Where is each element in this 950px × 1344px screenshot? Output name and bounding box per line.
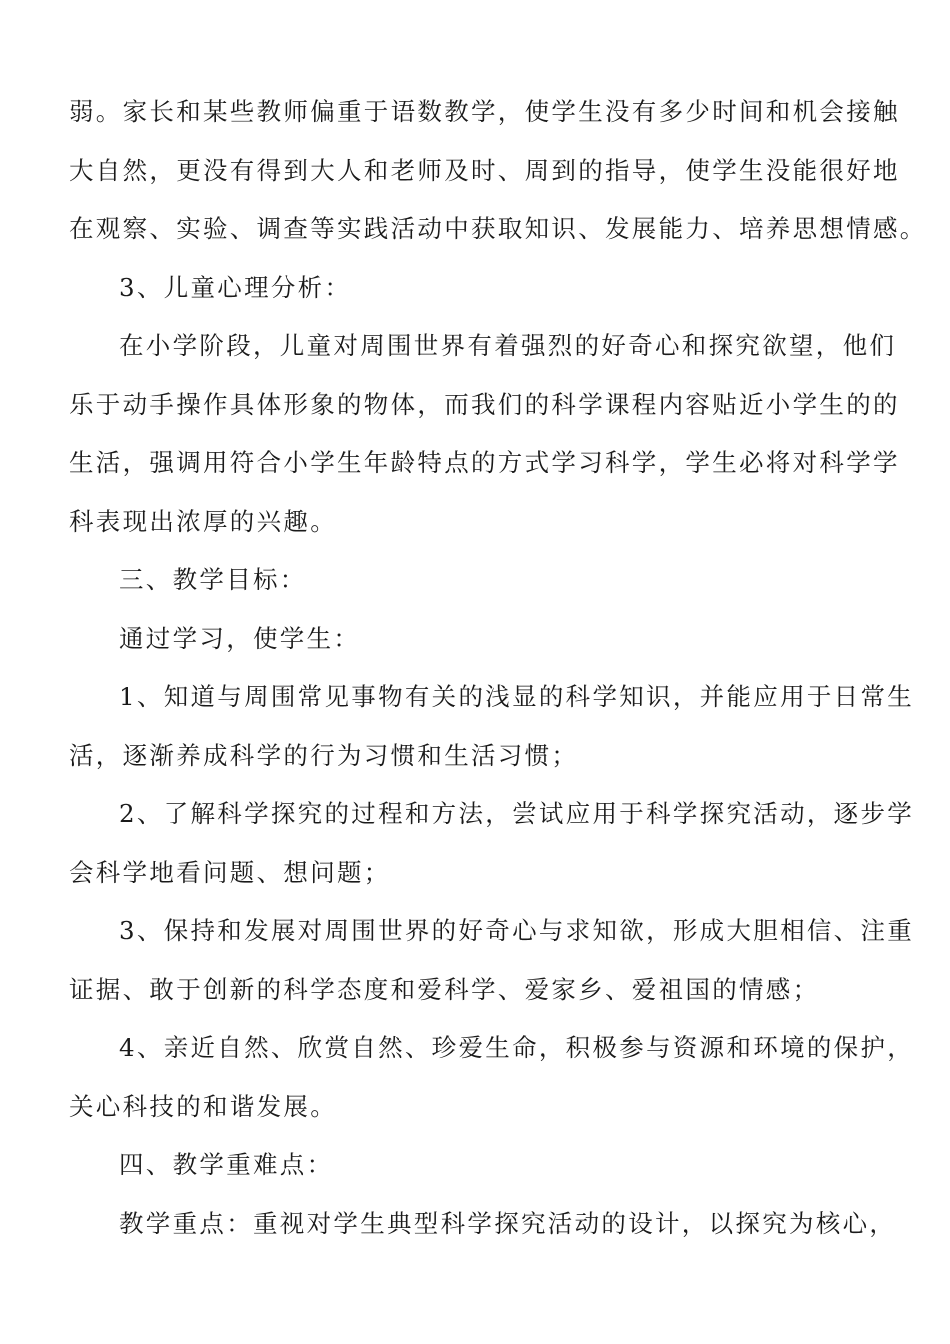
paragraph-line: 生活，强调用符合小学生年龄特点的方式学习科学，学生必将对科学学 (69, 448, 900, 477)
list-item-continuation: 证据、敢于创新的科学态度和爱科学、爱家乡、爱祖国的情感； (69, 975, 820, 1004)
paragraph-line: 乐于动手操作具体形象的物体，而我们的科学课程内容贴近小学生的的 (69, 390, 900, 419)
paragraph-line: 在小学阶段，儿童对周围世界有着强烈的好奇心和探究欲望，他们 (119, 331, 897, 360)
section-heading: 3、儿童心理分析： (119, 273, 352, 302)
list-item: 4、亲近自然、欣赏自然、珍爱生命，积极参与资源和环境的保护， (119, 1033, 915, 1062)
paragraph-line: 教学重点：重视对学生典型科学探究活动的设计，以探究为核心， (119, 1209, 897, 1238)
list-item-continuation: 会科学地看问题、想问题； (69, 858, 391, 887)
list-item: 3、保持和发展对周围世界的好奇心与求知欲，形成大胆相信、注重 (119, 916, 915, 945)
paragraph-line: 科表现出浓厚的兴趣。 (69, 507, 337, 536)
section-heading: 四、教学重难点： (119, 1150, 334, 1179)
section-heading: 三、教学目标： (119, 565, 307, 594)
list-item-continuation: 活，逐渐养成科学的行为习惯和生活习惯； (69, 741, 579, 770)
list-item: 1、知道与周围常见事物有关的浅显的科学知识，并能应用于日常生 (119, 682, 915, 711)
paragraph-line: 弱。家长和某些教师偏重于语数教学，使学生没有多少时间和机会接触 (69, 97, 900, 126)
paragraph-line: 大自然，更没有得到大人和老师及时、周到的指导，使学生没能很好地 (69, 156, 900, 185)
paragraph-line: 通过学习，使学生： (119, 624, 361, 653)
list-item: 2、了解科学探究的过程和方法，尝试应用于科学探究活动，逐步学 (119, 799, 915, 828)
list-item-continuation: 关心科技的和谐发展。 (69, 1092, 337, 1121)
paragraph-line: 在观察、实验、调查等实践活动中获取知识、发展能力、培养思想情感。 (69, 214, 927, 243)
